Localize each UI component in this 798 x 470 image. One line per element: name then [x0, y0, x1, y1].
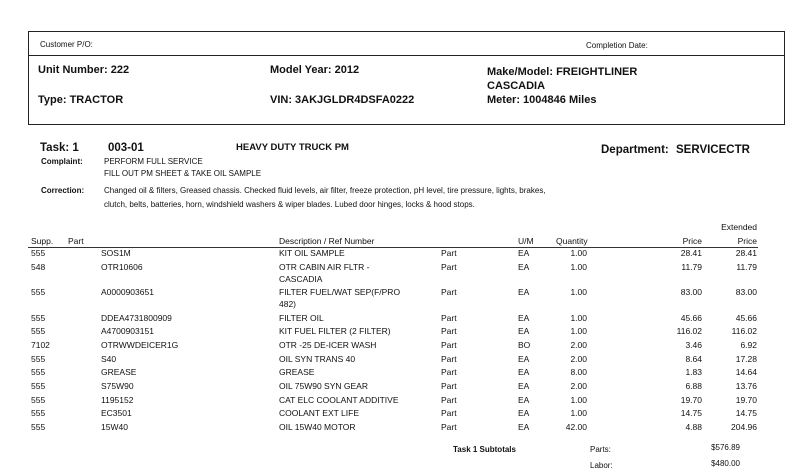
cell-part: S40 — [101, 354, 117, 364]
cell-price: 28.41 — [680, 248, 702, 258]
cell-um: EA — [518, 326, 530, 336]
customer-po-label: Customer P/O: — [40, 40, 93, 49]
cell-price: 19.70 — [680, 395, 702, 405]
cell-ext: 28.41 — [735, 248, 757, 258]
cell-um: EA — [518, 248, 530, 258]
cell-um: EA — [518, 381, 530, 391]
cell-type: Part — [441, 408, 457, 418]
cell-supp: 555 — [31, 381, 46, 391]
col-extended-top: Extended — [721, 222, 757, 232]
subtotals-label: Task 1 Subtotals — [453, 445, 516, 454]
cell-part: S75W90 — [101, 381, 134, 391]
col-extended-bottom: Price — [737, 236, 757, 246]
cell-um: EA — [518, 395, 530, 405]
complaint-label: Complaint: — [41, 157, 83, 166]
cell-supp: 555 — [31, 354, 46, 364]
cell-um: BO — [518, 340, 531, 350]
completion-date-label: Completion Date: — [586, 41, 648, 50]
cell-qty: 1.00 — [570, 326, 587, 336]
cell-um: EA — [518, 354, 530, 364]
cell-price: 116.02 — [676, 326, 702, 336]
cell-desc: KIT FUEL FILTER (2 FILTER) — [279, 326, 391, 336]
cell-part: 1195152 — [101, 395, 134, 405]
cell-price: 6.88 — [685, 381, 702, 391]
cell-ext: 17.28 — [735, 354, 757, 364]
cell-qty: 42.00 — [565, 422, 587, 432]
parts-subtotal-value: $576.89 — [711, 443, 740, 452]
task-label: Task: 1 — [40, 142, 79, 154]
cell-price: 4.88 — [685, 422, 702, 432]
cell-qty: 1.00 — [570, 262, 587, 272]
cell-price: 14.75 — [680, 408, 702, 418]
cell-desc: FILTER OIL — [279, 313, 324, 323]
cell-part: DDEA4731800909 — [101, 313, 172, 323]
cell-desc: OIL SYN TRANS 40 — [279, 354, 356, 364]
cell-part: OTRWWDEICER1G — [101, 340, 179, 350]
header-box — [28, 31, 785, 125]
table-row — [0, 326, 798, 340]
table-row — [0, 367, 798, 381]
cell-supp: 555 — [31, 422, 46, 432]
cell-supp: 555 — [31, 313, 46, 323]
cell-supp: 555 — [31, 287, 46, 297]
table-row — [0, 395, 798, 409]
meter: Meter: 1004846 Miles — [487, 94, 597, 106]
cell-price: 3.46 — [685, 340, 702, 350]
table-row — [0, 313, 798, 327]
model-year: Model Year: 2012 — [270, 64, 360, 76]
correction-line2: clutch, belts, batteries, horn, windshield washers & wiper blades. Lubed door hinges, locks & hood stops. — [104, 200, 475, 209]
cell-um: EA — [518, 367, 530, 377]
cell-ext: 116.02 — [731, 326, 757, 336]
cell-price: 83.00 — [680, 287, 702, 297]
cell-qty: 2.00 — [570, 354, 587, 364]
cell-ext: 11.79 — [736, 262, 757, 272]
cell-type: Part — [441, 313, 457, 323]
col-price: Price — [682, 236, 702, 246]
cell-desc: COOLANT EXT LIFE — [279, 408, 359, 418]
cell-qty: 8.00 — [570, 367, 587, 377]
cell-qty: 2.00 — [570, 381, 587, 391]
cell-desc-continued: 482) — [279, 299, 297, 309]
cell-supp: 7102 — [31, 340, 50, 350]
cell-ext: 19.70 — [735, 395, 757, 405]
cell-part: GREASE — [101, 367, 137, 377]
cell-qty: 1.00 — [570, 313, 587, 323]
cell-price: 45.66 — [680, 313, 702, 323]
parts-subtotal-label: Parts: — [590, 445, 611, 454]
cell-price: 11.79 — [681, 262, 702, 272]
cell-desc: OIL 75W90 SYN GEAR — [279, 381, 368, 391]
cell-type: Part — [441, 262, 457, 272]
table-row — [0, 340, 798, 354]
cell-um: EA — [518, 408, 530, 418]
cell-part: A0000903651 — [101, 287, 154, 297]
labor-subtotal-label: Labor: — [590, 461, 613, 470]
cell-ext: 204.96 — [731, 422, 757, 432]
complaint-line1: PERFORM FULL SERVICE — [104, 157, 203, 166]
table-row — [0, 422, 798, 436]
cell-ext: 6.92 — [740, 340, 757, 350]
cell-ext: 45.66 — [735, 313, 757, 323]
cell-desc: GREASE — [279, 367, 315, 377]
correction-line1: Changed oil & filters, Greased chassis. Checked fluid levels, air filter, freeze protection, pH level, tire pressure, lights, brakes, — [104, 186, 546, 195]
cell-type: Part — [441, 248, 457, 258]
complaint-line2: FILL OUT PM SHEET & TAKE OIL SAMPLE — [104, 169, 262, 178]
cell-part: OTR10606 — [101, 262, 143, 272]
cell-qty: 1.00 — [570, 287, 587, 297]
cell-desc: FILTER FUEL/WAT SEP(F/PRO — [279, 287, 401, 297]
vin: VIN: 3AKJGLDR4DSFA0222 — [270, 94, 415, 106]
cell-part: A4700903151 — [101, 326, 154, 336]
cell-supp: 555 — [31, 408, 46, 418]
table-row — [0, 381, 798, 395]
cell-ext: 83.00 — [735, 287, 757, 297]
cell-supp: 555 — [31, 248, 46, 258]
cell-part: 15W40 — [101, 422, 128, 432]
cell-desc: KIT OIL SAMPLE — [279, 248, 345, 258]
cell-supp: 555 — [31, 326, 46, 336]
cell-um: EA — [518, 313, 530, 323]
cell-type: Part — [441, 381, 457, 391]
col-quantity: Quantity — [556, 236, 588, 246]
cell-type: Part — [441, 340, 457, 350]
cell-desc: OTR -25 DE-ICER WASH — [279, 340, 377, 350]
cell-desc: CAT ELC COOLANT ADDITIVE — [279, 395, 399, 405]
cell-desc: OIL 15W40 MOTOR — [279, 422, 356, 432]
col-part: Part — [68, 236, 84, 246]
cell-type: Part — [441, 326, 457, 336]
cell-qty: 1.00 — [570, 408, 587, 418]
cell-desc-continued: CASCADIA — [279, 274, 323, 284]
cell-price: 1.83 — [685, 367, 702, 377]
unit-number: Unit Number: 222 — [38, 64, 130, 76]
cell-part: SOS1M — [101, 248, 131, 258]
cell-type: Part — [441, 367, 457, 377]
vehicle-type: Type: TRACTOR — [38, 94, 124, 106]
cell-type: Part — [441, 395, 457, 405]
cell-supp: 555 — [31, 395, 46, 405]
cell-price: 8.64 — [685, 354, 702, 364]
cell-ext: 13.76 — [735, 381, 757, 391]
task-code: 003-01 — [108, 142, 144, 154]
cell-type: Part — [441, 354, 457, 364]
cell-um: EA — [518, 287, 530, 297]
department-value: SERVICECTR — [676, 144, 750, 156]
table-row — [0, 287, 798, 309]
cell-desc: OTR CABIN AIR FLTR - — [279, 262, 370, 272]
cell-supp: 548 — [31, 262, 46, 272]
correction-label: Correction: — [41, 186, 85, 195]
col-supp: Supp. — [31, 236, 54, 246]
cell-qty: 2.00 — [570, 340, 587, 350]
cell-ext: 14.64 — [735, 367, 757, 377]
cell-ext: 14.75 — [735, 408, 757, 418]
cell-type: Part — [441, 422, 457, 432]
labor-subtotal-value: $480.00 — [711, 459, 740, 468]
department-label: Department: — [601, 144, 669, 156]
table-row — [0, 262, 798, 284]
col-description: Description / Ref Number — [279, 236, 375, 246]
task-title: HEAVY DUTY TRUCK PM — [236, 142, 349, 153]
make-model-line2: CASCADIA — [487, 80, 546, 92]
cell-supp: 555 — [31, 367, 46, 377]
cell-part: EC3501 — [101, 408, 132, 418]
cell-type: Part — [441, 287, 457, 297]
cell-qty: 1.00 — [570, 395, 587, 405]
cell-qty: 1.00 — [570, 248, 587, 258]
table-row — [0, 408, 798, 422]
table-row — [0, 248, 798, 262]
make-model: Make/Model: FREIGHTLINER — [487, 66, 638, 78]
col-um: U/M — [518, 236, 534, 246]
header-divider — [28, 55, 784, 56]
cell-um: EA — [518, 262, 530, 272]
cell-um: EA — [518, 422, 530, 432]
table-row — [0, 354, 798, 368]
